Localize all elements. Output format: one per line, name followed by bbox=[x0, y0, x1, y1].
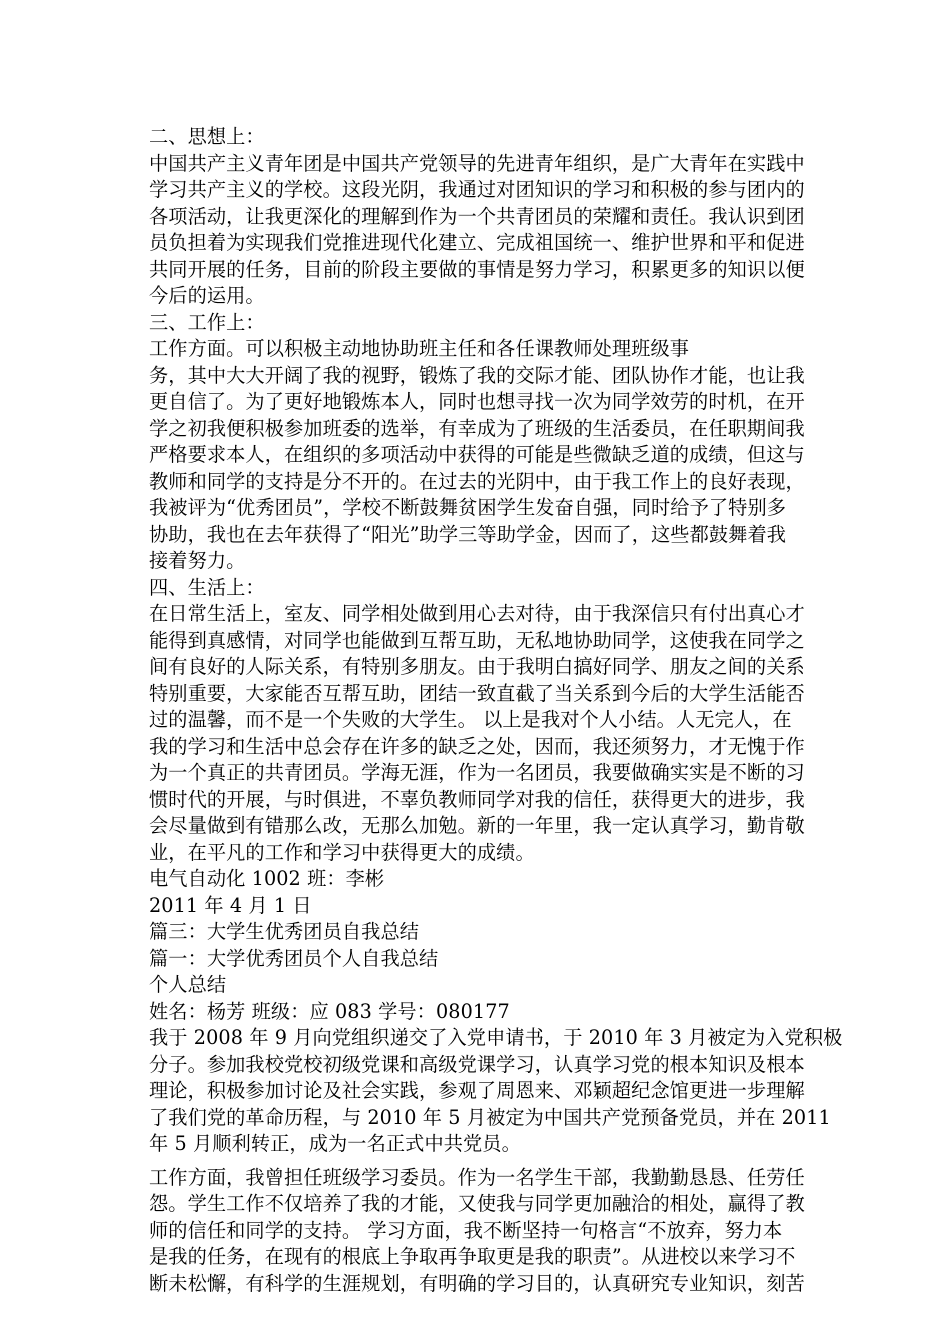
text-line: 学习共产主义的学校。这段光阴，我通过对团知识的学习和积极的参与团内的 bbox=[149, 178, 805, 201]
text-line: 在日常生活上，室友、同学相处做到用心去对待，由于我深信只有付出真心才 bbox=[149, 602, 805, 625]
text-line: 过的温馨，而不是一个失败的大学生。 以上是我对个人小结。人无完人，在 bbox=[149, 708, 792, 731]
text-line: 怨。学生工作不仅培养了我的才能，又使我与同学更加融洽的相处，赢得了教 bbox=[149, 1192, 805, 1215]
text-line: 间有良好的人际关系，有特别多朋友。由于我明白搞好同学、朋友之间的关系 bbox=[149, 655, 805, 678]
text-line: 惯时代的开展，与时俱进，不辜负教师同学对我的信任，获得更大的进步，我 bbox=[149, 787, 805, 811]
text-line: 中国共产主义青年团是中国共产党领导的先进青年组织，是广大青年在实践中 bbox=[149, 151, 805, 175]
text-line: 电气自动化 1002 班：李彬 bbox=[149, 867, 385, 890]
document-body bbox=[149, 124, 843, 1297]
paragraph-gap bbox=[149, 1158, 809, 1165]
text-line: 年 5 月顺利转正，成为一名正式中共党员。 bbox=[149, 1132, 521, 1155]
text-line: 为一个真正的共青团员。学海无涯，作为一名团员，我要做确实实是不断的习 bbox=[149, 761, 805, 784]
text-line: 学之初我便积极参加班委的选举，有幸成为了班级的生活委员，在任职期间我 bbox=[149, 416, 805, 440]
text-line: 姓名：杨芳 班级：应 083 学号：080177 bbox=[149, 999, 510, 1023]
text-line: 篇三：大学生优秀团员自我总结 bbox=[149, 920, 420, 943]
text-line: 更自信了。为了更好地锻炼本人，同时也想寻找一次为同学效劳的时机，在开 bbox=[149, 390, 805, 413]
text-line: 我被评为“优秀团员”，学校不断鼓舞贫困学生发奋自强，同时给予了特别多 bbox=[149, 496, 787, 519]
text-line: 员负担着为实现我们党推进现代化建立、完成祖国统一、维护世界和平和促进 bbox=[149, 231, 805, 254]
text-line: 严格要求本人，在组织的多项活动中获得的可能是些微缺乏道的成绩，但这与 bbox=[149, 443, 805, 466]
text-line: 个人总结 bbox=[149, 973, 227, 996]
text-line: 接着努力。 bbox=[149, 549, 246, 572]
text-line: 能得到真感情，对同学也能做到互帮互助，无私地协助同学，这使我在同学之 bbox=[149, 628, 805, 652]
text-line: 各项活动，让我更深化的理解到作为一个共青团员的荣耀和责任。我认识到团 bbox=[149, 204, 805, 228]
text-line: 篇一：大学优秀团员个人自我总结 bbox=[149, 946, 439, 970]
text-line: 三、工作上： bbox=[149, 310, 265, 334]
text-line: 工作方面。可以积极主动地协助班主任和各任课教师处理班级事 bbox=[149, 337, 690, 360]
text-line: 断未松懈，有科学的生涯规划，有明确的学习目的，认真研究专业知识，刻苦 bbox=[149, 1271, 805, 1295]
text-line: 我的学习和生活中总会存在许多的缺乏之处，因而，我还须努力，才无愧于作 bbox=[149, 734, 805, 758]
text-line: 协助，我也在去年获得了“阳光”助学三等助学金，因而了，这些都鼓舞着我 bbox=[149, 522, 787, 546]
text-line: 理论，积极参加讨论及社会实践，参观了周恩来、邓颖超纪念馆更进一步理解 bbox=[149, 1079, 805, 1102]
text-line: 特别重要，大家能否互帮互助，团结一致直截了当关系到今后的大学生活能否 bbox=[149, 681, 805, 705]
text-line: 工作方面，我曾担任班级学习委员。作为一名学生干部，我勤勤恳恳、任劳任 bbox=[149, 1165, 805, 1189]
text-line: 四、生活上： bbox=[149, 575, 265, 599]
text-line: 共同开展的任务，目前的阶段主要做的事情是努力学习，积累更多的知识以便 bbox=[149, 257, 805, 281]
text-line: 业，在平凡的工作和学习中获得更大的成绩。 bbox=[149, 840, 535, 864]
text-line: 会尽量做到有错那么改，无那么加勉。新的一年里，我一定认真学习，勤肯敬 bbox=[149, 814, 805, 837]
text-line: 师的信任和同学的支持。 学习方面，我不断坚持一句格言“不放弃，努力本 bbox=[149, 1218, 783, 1242]
text-line: 我于 2008 年 9 月向党组织递交了入党申请书，于 2010 年 3 月被定为入党积极 bbox=[149, 1026, 843, 1049]
text-line: 了我们党的革命历程，与 2010 年 5 月被定为中国共产党预备党员，并在 2011 bbox=[149, 1105, 831, 1129]
text-line: 教师和同学的支持是分不开的。在过去的光阴中，由于我工作上的良好表现， bbox=[149, 469, 805, 493]
text-line: 今后的运用。 bbox=[149, 284, 265, 307]
text-line: 2011 年 4 月 1 日 bbox=[149, 893, 312, 917]
text-line: 是我的任务，在现有的根底上争取再争取更是我的职责”。从进校以来学习不 bbox=[149, 1245, 796, 1268]
text-line: 务，其中大大开阔了我的视野，锻炼了我的交际才能、团队协作才能，也让我 bbox=[149, 363, 805, 387]
text-line: 二、思想上： bbox=[149, 125, 265, 148]
text-line: 分子。参加我校党校初级党课和高级党课学习，认真学习党的根本知识及根本 bbox=[149, 1052, 805, 1076]
